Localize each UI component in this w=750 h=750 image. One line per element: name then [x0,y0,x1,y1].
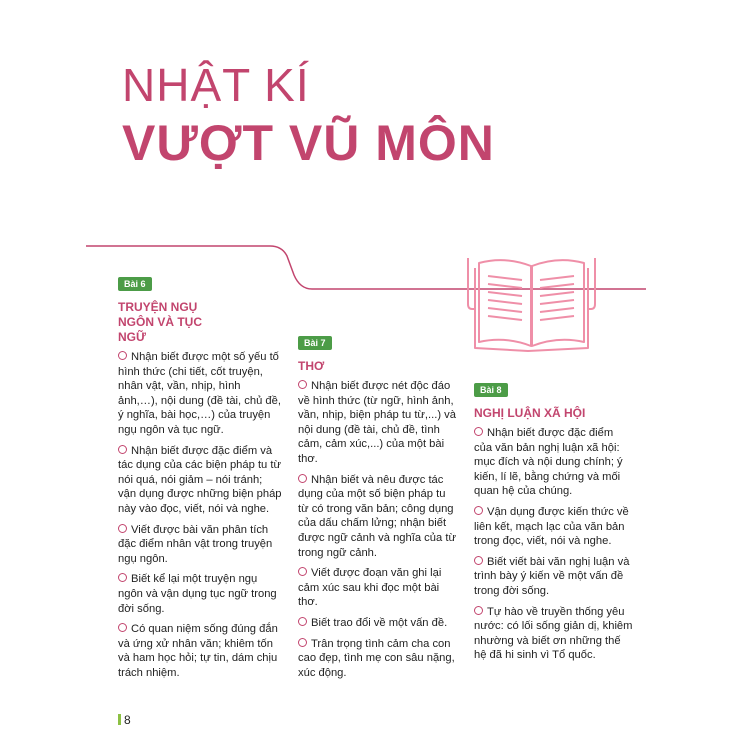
list-item: Vận dụng được kiến thức về liên kết, mạch lạc của văn bản trong đọc, viết, nói và nghe. [474,505,629,548]
circle-bullet-icon [474,556,483,565]
circle-bullet-icon [118,524,127,533]
circle-bullet-icon [118,445,127,454]
circle-bullet-icon [118,351,127,360]
list-item: Biết trao đổi về một vấn đề. [298,616,458,631]
lesson-badge: Bài 7 [298,336,332,350]
lesson-badge: Bài 8 [474,383,508,397]
lesson-heading: TRUYỆN NGỤ NGÔN VÀ TỤC NGỮ [118,300,202,344]
list-item: Nhận biết được đặc điểm của văn bản nghị luận xã hội: mục đích và nội dung chính; ý kiến, lí lẽ, bằng chứng và mối quan hệ của chúng. [474,427,623,498]
title-line-2: VƯỢT VŨ MÔN [122,115,495,171]
page-marker [118,714,121,725]
circle-bullet-icon [298,380,307,389]
list-item: Nhận biết được đặc điểm và tác dụng của các biện pháp tu từ nói quá, nói giảm – nói tránh; vận dụng được những biện pháp này vào đọc, viết, nói và nghe. [118,444,282,515]
circle-bullet-icon [298,567,307,576]
circle-bullet-icon [298,617,307,626]
column-bai-6 [118,274,282,686]
circle-bullet-icon [474,606,483,615]
circle-bullet-icon [474,427,483,436]
book-icon [468,258,595,351]
page-number: 8 [118,713,131,727]
list-item: Biết kể lại một truyện ngụ ngôn và vận dụng tục ngữ trong đời sống. [118,573,277,615]
lesson-heading: NGHỊ LUẬN XÃ HỘI [474,406,586,420]
column-bai-8 [474,380,634,669]
circle-bullet-icon [474,506,483,515]
circle-bullet-icon [118,623,127,632]
column-bai-7 [298,333,458,686]
list-item: Tự hào về truyền thống yêu nước: có lối sống giản dị, khiêm nhường và biết ơn những thế hệ đã hi sinh vì Tổ quốc. [474,605,633,662]
lesson-heading: THƠ [298,359,325,373]
circle-bullet-icon [118,573,127,582]
list-item: Nhận biết được nét độc đáo về hình thức (từ ngữ, hình ảnh, vần, nhịp, biện pháp tu từ,...) và nội dung (đề tài, chủ đề, tình cảm, cảm xúc,...) của một bài thơ. [298,380,456,465]
circle-bullet-icon [298,474,307,483]
circle-bullet-icon [298,638,307,647]
list-item: Viết được đoạn văn ghi lại cảm xúc sau khi đọc một bài thơ. [298,567,442,609]
list-item: Viết được bài văn phân tích đặc điểm nhân vật trong truyện ngụ ngôn. [118,523,273,565]
list-item: Nhận biết và nêu được tác dụng của một số biện pháp tu từ có trong văn bản; công dụng của dấu chấm lửng; nhận biết được ngữ cảnh và nghĩa của từ trong ngữ cảnh. [298,473,456,559]
list-item: Trân trọng tình cảm cha con cao đẹp, tình mẹ con sâu nặng, xúc động. [298,637,455,679]
list-item: Nhận biết được một số yếu tố hình thức (chi tiết, cốt truyện, nhân vật, vần, nhịp, hình ảnh,…), nội dung (đề tài, chủ đề, ý nghĩa, bài học,…) của truyện ngụ ngôn và tục ngữ. [118,351,281,436]
lesson-badge: Bài 6 [118,277,152,291]
list-item: Có quan niệm sống đúng đắn và ứng xử nhân văn; khiêm tốn và ham học hỏi; tự tin, dám chịu trách nhiệm. [118,623,278,679]
list-item: Biết viết bài văn nghị luận và trình bày ý kiến về một vấn đề trong đời sống. [474,555,630,597]
title-line-1: NHẬT KÍ [122,59,310,111]
